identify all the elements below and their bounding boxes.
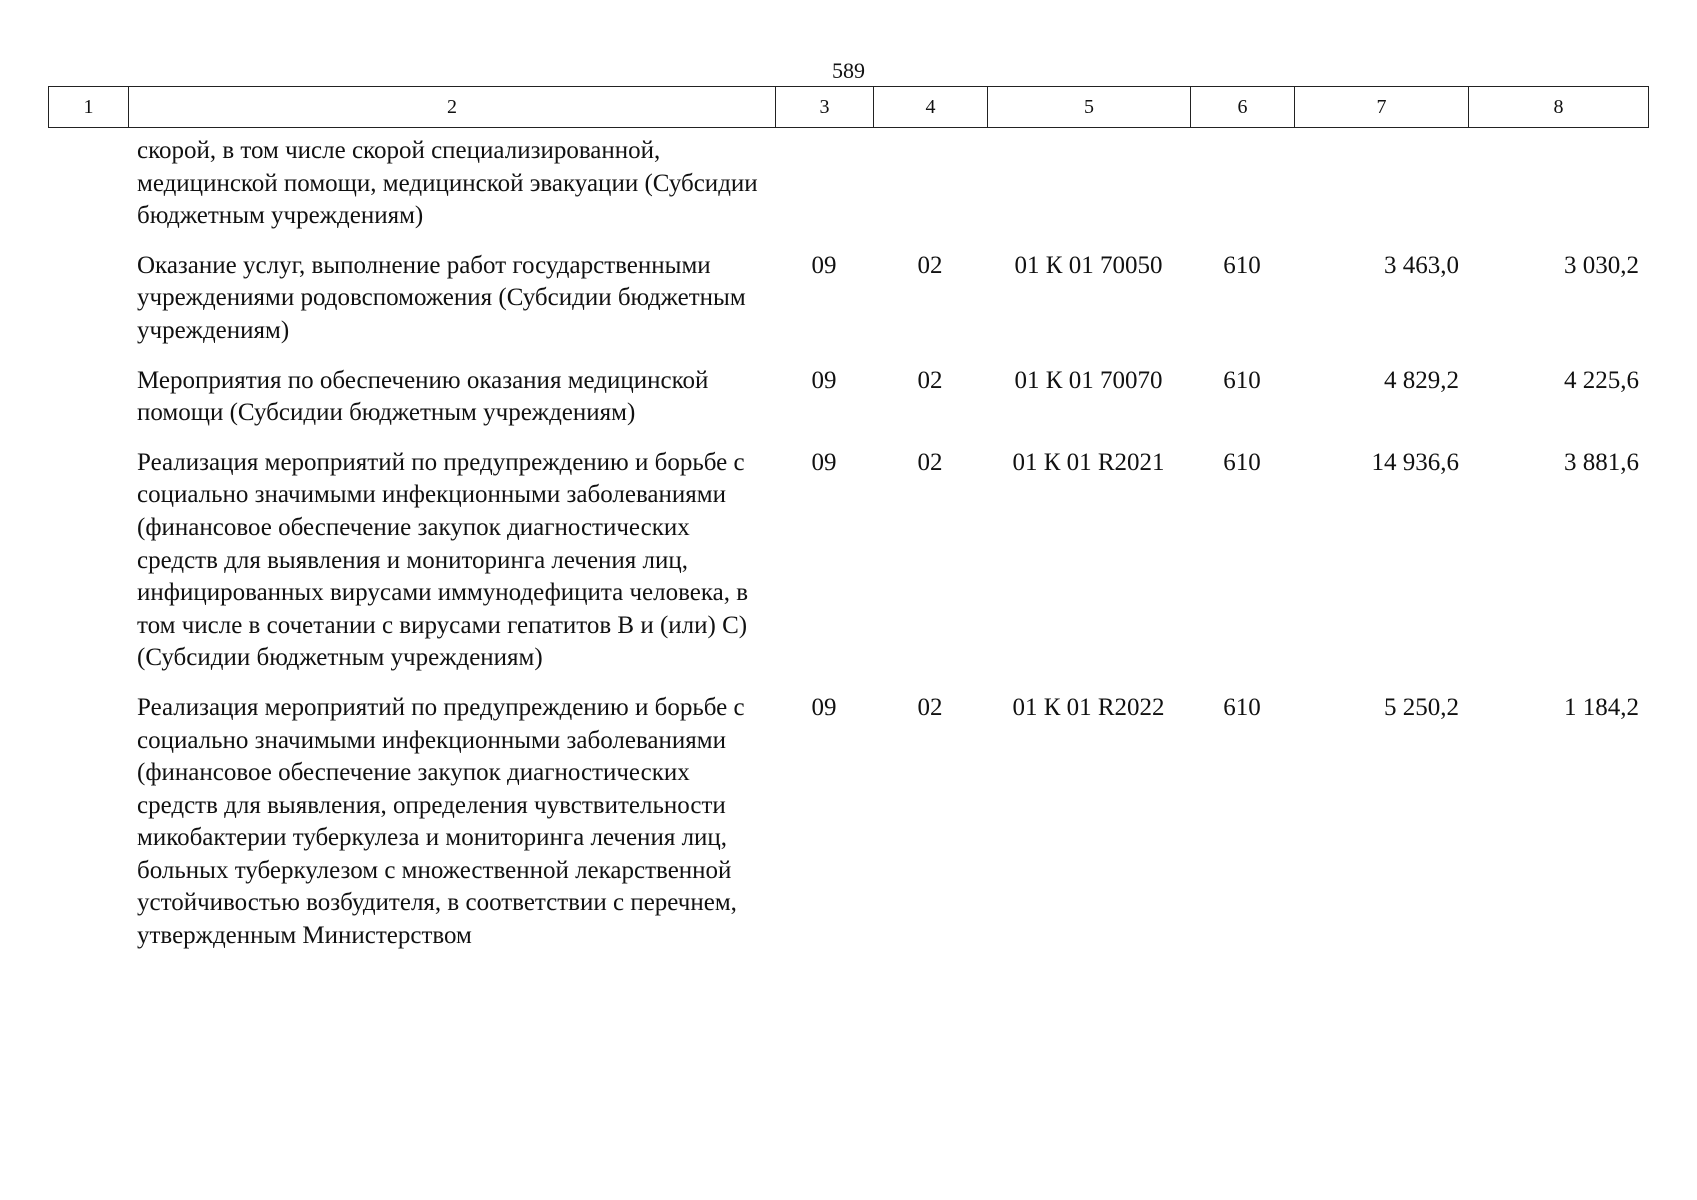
page-number: 589 [832,58,865,83]
table-row [48,250,1648,365]
row-target-code: 01 К 01 R2022 [1012,693,1165,721]
row-expense-type: 610 [1223,366,1261,394]
header-cell-4: 4 [874,87,988,128]
row-description: Оказание услуг, выполнение работ государственными учреждениями родовспоможения (Субсидии бюджетным учреждениям) [137,251,746,344]
row-amount-8: 3 030,2 [1564,251,1639,279]
header-cell-7: 7 [1295,87,1469,128]
row-section: 09 [811,693,837,721]
header-row [49,87,1649,128]
header-cell-8: 8 [1469,87,1649,128]
row-description: скорой, в том числе скорой специализированной, медицинской помощи, медицинской эвакуации (Субсидии бюджетным учреждениям) [137,137,758,230]
row-amount-8: 1 184,2 [1564,693,1639,721]
row-amount-8: 4 225,6 [1564,366,1639,394]
budget-table-body [48,135,1648,970]
row-amount-7: 5 250,2 [1384,693,1459,721]
table-row [48,692,1648,970]
row-target-code: 01 К 01 70070 [1014,366,1163,394]
row-target-code: 01 К 01 R2021 [1012,448,1165,476]
row-expense-type: 610 [1223,448,1261,476]
row-amount-7: 14 936,6 [1371,448,1459,476]
row-description: Реализация мероприятий по предупреждению и борьбе с социально значимыми инфекционными заболеваниями (финансовое обеспечение закупок диагностических средств для выявления и мониторинга лечения лиц, инфицированных вирусами иммунодефицита человека, в том числе в сочетании с вирусами гепатитов B и (или) C) (Субсидии бюджетным учреждениям) [137,448,749,672]
row-section: 09 [811,366,837,394]
header-cell-6: 6 [1191,87,1295,128]
table-row-continuation [48,135,1648,250]
row-description: Реализация мероприятий по предупреждению и борьбе с социально значимыми инфекционными заболеваниями (финансовое обеспечение закупок диагностических средств для выявления, определения чувствительности микобактерии туберкулеза и мониторинга лечения лиц, больных туберкулезом с множественной лекарственной устойчивостью возбудителя, в соответствии с перечнем, утвержденным Министерством [137,693,745,950]
row-expense-type: 610 [1223,693,1261,721]
row-amount-7: 4 829,2 [1384,366,1459,394]
row-subsection: 02 [917,366,943,394]
table-row [48,447,1648,692]
row-subsection: 02 [917,251,943,279]
row-subsection: 02 [917,448,943,476]
table-row [48,365,1648,447]
row-section: 09 [811,448,837,476]
column-number-header [48,86,1649,128]
row-section: 09 [811,251,837,279]
row-subsection: 02 [917,693,943,721]
header-cell-3: 3 [776,87,874,128]
row-amount-7: 3 463,0 [1384,251,1459,279]
header-cell-1: 1 [49,87,129,128]
row-amount-8: 3 881,6 [1564,448,1639,476]
row-target-code: 01 К 01 70050 [1014,251,1163,279]
header-cell-5: 5 [988,87,1191,128]
row-description: Мероприятия по обеспечению оказания медицинской помощи (Субсидии бюджетным учреждениям) [137,366,709,427]
row-expense-type: 610 [1223,251,1261,279]
header-cell-2: 2 [129,87,776,128]
